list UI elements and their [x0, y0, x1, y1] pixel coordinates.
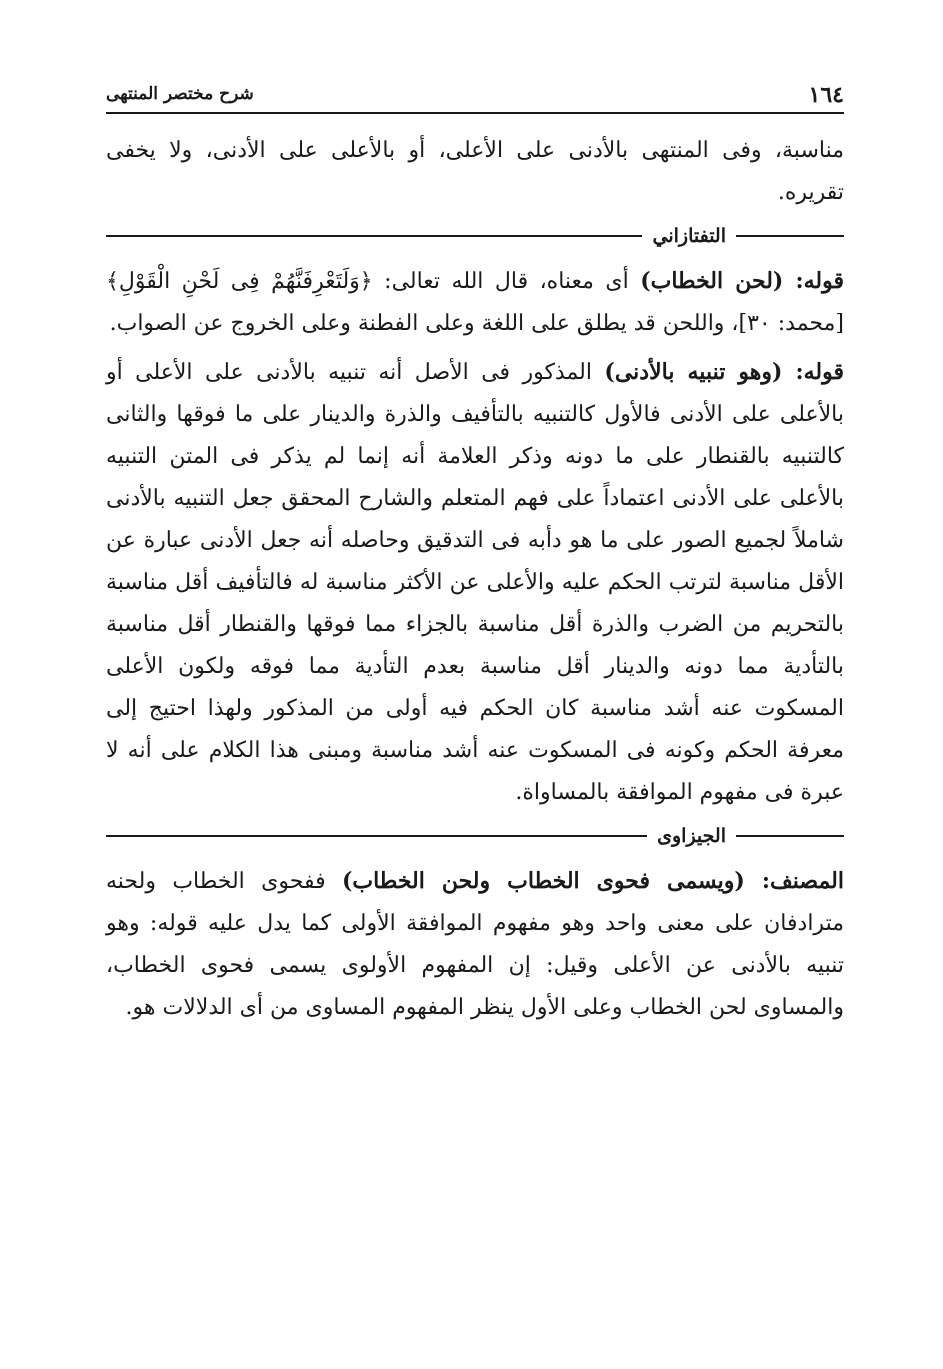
book-title: شرح مختصر المنتهى: [106, 84, 254, 104]
paragraph-lead: المصنف: (ويسمى فحوى الخطاب ولحن الخطاب): [341, 868, 844, 894]
paragraph-lead: قوله: (وهو تنبيه بالأدنى): [604, 359, 844, 385]
page-number: ١٦٤: [808, 82, 844, 108]
paragraph-text: ففحوى الخطاب ولحنه مترادفان على معنى واحد وهو مفهوم الموافقة الأولى كما يدل عليه قوله: وهو تنبيه بالأدنى عن الأعلى وقيل: إن المفهوم الأولوى يسمى فحوى الخطاب، والمساوى لحن الخطاب وعلى الأول ينظر المفهوم المساوى من أى الدلالات هو.: [106, 869, 844, 1020]
commentary-paragraph-3: [106, 860, 844, 1029]
paragraph-text: المذكور فى الأصل أنه تنبيه بالأدنى على الأعلى أو بالأعلى على الأدنى فالأول كالتنبيه بالتأفيف والذرة والدينار على ما فوقها والثانى كالتنبيه بالقنطار على ما دونه وذكر العلامة أنه إنما لم يذكر فى المتن التنبيه بالأعلى على الأدنى اعتماداً على فهم المتعلم والشارح المحقق جعل التنبيه بالأدنى شاملاً لجميع الصور على ما هو دأبه فى التدقيق وحاصله أنه جعل الأدنى عبارة عن الأقل مناسبة لترتب الحكم عليه والأعلى عن الأكثر مناسبة له فالتأفيف أقل مناسبة بالتحريم من الضرب والذرة أقل مناسبة بالجزاء مما فوقها والقنطار أقل مناسبة بالتأدية مما دونه والدينار أقل مناسبة بعدم التأدية مما فوقه ولكون الأعلى المسكوت عنه أشد مناسبة كان الحكم فيه أولى من المذكور ولهذا احتيج إلى معرفة الحكم وكونه فى المسكوت عنه أشد مناسبة ومبنى هذا الكلام على أنه لا عبرة فى مفهوم الموافقة بالمساواة.: [106, 360, 844, 805]
section-heading-taftazani: [106, 218, 844, 254]
heading-rule-left: [106, 835, 647, 837]
page: [106, 78, 844, 1029]
paragraph-lead: قوله: (لحن الخطاب): [640, 268, 844, 294]
heading-rule-left: [106, 235, 642, 237]
intro-paragraph: مناسبة، وفى المنتهى بالأدنى على الأعلى، أو بالأعلى على الأدنى، ولا يخفى تقريره.: [106, 138, 844, 205]
section-title-taftazani: التفتازاني: [652, 225, 726, 247]
running-head: [106, 78, 844, 114]
commentary-paragraph-2: [106, 351, 844, 814]
heading-rule-right: [736, 835, 844, 837]
commentary-paragraph-1: [106, 260, 844, 345]
section-title-jizawi: الجيزاوى: [657, 825, 726, 847]
section-heading-jizawi: [106, 818, 844, 854]
heading-rule-right: [736, 235, 844, 237]
paragraph-text: أى معناه، قال الله تعالى: ﴿وَلَتَعْرِفَنَّهُمْ فِى لَحْنِ الْقَوْلِ﴾ [محمد: ٣٠]، واللحن قد يطلق على اللغة وعلى الفطنة وعلى الخروج عن الصواب.: [106, 269, 844, 336]
